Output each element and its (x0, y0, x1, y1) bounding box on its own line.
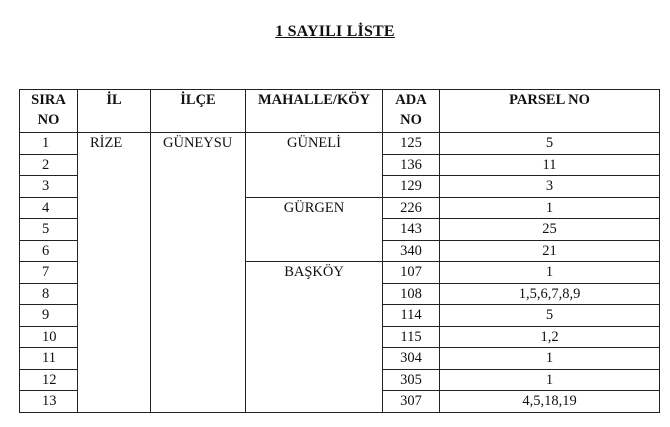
parcel-list-table (19, 89, 660, 413)
ada-cell: 305 (383, 369, 440, 391)
ada-cell: 115 (383, 326, 440, 348)
ada-cell: 143 (383, 219, 440, 241)
parsel-cell: 1 (440, 369, 660, 391)
header-ada-no (383, 90, 440, 133)
header-il: İL (78, 90, 151, 133)
table-row (20, 133, 660, 155)
ada-cell: 108 (383, 283, 440, 305)
parsel-cell: 1,2 (440, 326, 660, 348)
header-parsel-no: PARSEL NO (440, 90, 660, 133)
header-sira-line1: SIRA (31, 92, 66, 108)
sira-cell: 3 (20, 176, 78, 198)
parsel-cell: 5 (440, 305, 660, 327)
ada-cell: 307 (383, 391, 440, 413)
header-mahalle-koy: MAHALLE/KÖY (246, 90, 383, 133)
header-ilce: İLÇE (151, 90, 246, 133)
ada-cell: 107 (383, 262, 440, 284)
ada-cell: 114 (383, 305, 440, 327)
ada-cell: 136 (383, 154, 440, 176)
parsel-cell: 11 (440, 154, 660, 176)
sira-cell: 9 (20, 305, 78, 327)
mahalle-cell: BAŞKÖY (246, 262, 383, 413)
sira-cell: 4 (20, 197, 78, 219)
sira-cell: 7 (20, 262, 78, 284)
table-header-row (20, 90, 660, 133)
header-sira-no (20, 90, 78, 133)
document-title: 1 SAYILI LİSTE (275, 23, 395, 40)
parsel-cell: 3 (440, 176, 660, 198)
parsel-cell: 21 (440, 240, 660, 262)
ada-cell: 125 (383, 133, 440, 155)
parsel-cell: 25 (440, 219, 660, 241)
parsel-cell: 1 (440, 197, 660, 219)
mahalle-cell: GÜRGEN (246, 197, 383, 262)
ada-cell: 129 (383, 176, 440, 198)
header-ada-line2: NO (400, 112, 422, 128)
sira-cell: 11 (20, 348, 78, 370)
sira-cell: 8 (20, 283, 78, 305)
ilce-cell: GÜNEYSU (151, 133, 246, 413)
header-ada-line1: ADA (395, 92, 427, 108)
ada-cell: 226 (383, 197, 440, 219)
il-cell: RİZE (78, 133, 151, 413)
parsel-cell: 5 (440, 133, 660, 155)
sira-cell: 12 (20, 369, 78, 391)
ada-cell: 304 (383, 348, 440, 370)
sira-cell: 13 (20, 391, 78, 413)
mahalle-cell: GÜNELİ (246, 133, 383, 198)
parsel-cell: 1,5,6,7,8,9 (440, 283, 660, 305)
parsel-cell: 1 (440, 262, 660, 284)
sira-cell: 5 (20, 219, 78, 241)
sira-cell: 1 (20, 133, 78, 155)
header-sira-line2: NO (37, 112, 60, 128)
sira-cell: 2 (20, 154, 78, 176)
parsel-cell: 4,5,18,19 (440, 391, 660, 413)
ada-cell: 340 (383, 240, 440, 262)
parsel-cell: 1 (440, 348, 660, 370)
sira-cell: 6 (20, 240, 78, 262)
sira-cell: 10 (20, 326, 78, 348)
